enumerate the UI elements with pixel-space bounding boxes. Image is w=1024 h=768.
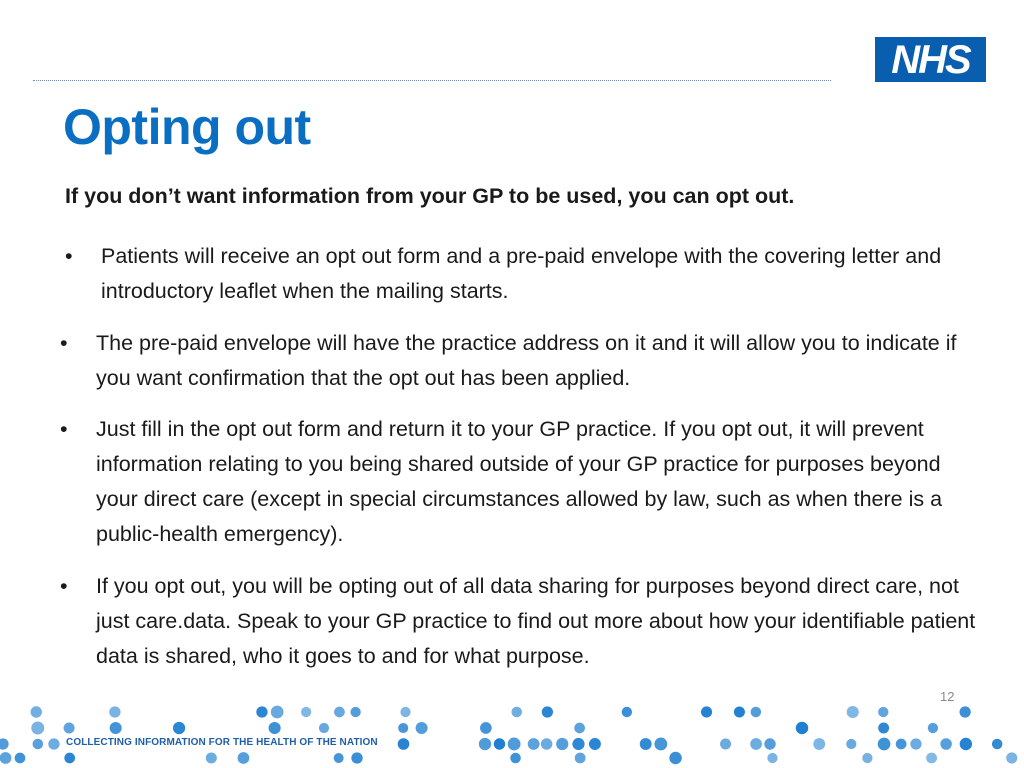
- footer-dot: [992, 739, 1003, 750]
- footer-dot: [669, 752, 681, 764]
- footer-dot: [0, 738, 9, 749]
- footer-dot: [479, 738, 491, 750]
- footer-dot: [48, 738, 59, 749]
- bullet-item: [65, 239, 961, 309]
- footer-dot: [271, 706, 284, 719]
- slide-subtitle: If you don’t want information from your GP to be used, you can opt out.: [65, 184, 795, 208]
- footer-dot: [480, 722, 492, 734]
- footer-dot: [701, 706, 712, 717]
- footer-dot: [574, 723, 585, 734]
- footer-dot: [862, 753, 872, 763]
- footer-dot: [0, 752, 11, 764]
- footer-dot: [1006, 752, 1017, 763]
- footer-dot: [654, 738, 667, 751]
- footer-dot: [572, 738, 584, 750]
- footer-dot: [206, 752, 217, 763]
- footer-dot: [528, 738, 540, 750]
- footer-dot: [238, 752, 250, 764]
- bullet-item: [60, 412, 976, 552]
- footer-dot: [796, 722, 809, 735]
- bullet-icon: •: [60, 417, 68, 441]
- footer-dot: [15, 753, 26, 764]
- footer-dot: [813, 738, 825, 750]
- footer-dot: [846, 739, 856, 749]
- footer-dot-pattern: [0, 700, 1024, 768]
- footer-dot: [896, 739, 907, 750]
- footer-dot: [508, 738, 521, 751]
- footer-dot: [764, 738, 775, 749]
- footer-dot: [31, 722, 44, 735]
- footer-dot: [910, 738, 921, 749]
- footer-dot: [878, 723, 889, 734]
- footer-dot: [173, 722, 185, 734]
- footer-dot: [334, 753, 344, 763]
- footer-dot: [589, 738, 601, 750]
- slide-title: Opting out: [63, 99, 311, 155]
- footer-dot: [878, 707, 888, 717]
- nhs-logo: NHS: [875, 37, 986, 82]
- footer-dot: [301, 707, 311, 717]
- bullet-text: If you opt out, you will be opting out of all data sharing for purposes beyond direct care, not just care.data. Speak to your GP practice to find out more about how your identifiable patient data is shared, who it goes to and for what purpose.: [96, 574, 976, 668]
- footer-dot: [767, 753, 777, 763]
- footer-dot: [64, 722, 75, 733]
- footer-dot: [494, 738, 505, 749]
- footer-dot: [960, 706, 971, 717]
- footer-dot: [511, 707, 522, 718]
- footer-dot: [400, 707, 410, 717]
- footer-dot: [256, 706, 267, 717]
- header-divider: [33, 80, 831, 81]
- footer-dot: [110, 722, 122, 734]
- bullet-text: The pre-paid envelope will have the practice address on it and it will allow you to indicate if you want confirmation that the opt out has been applied.: [96, 331, 957, 390]
- bullet-item: [60, 326, 986, 396]
- bullet-text: Just fill in the opt out form and return it to your GP practice. If you opt out, it will prevent information relating to you being shared outside of your GP practice for purposes beyond your direct care (except in special circumstances allowed by law, such as when there is a public-health emergency).: [96, 417, 943, 546]
- bullet-icon: •: [60, 574, 68, 598]
- footer-dot: [542, 706, 553, 717]
- footer-dot: [734, 706, 745, 717]
- footer-dot: [31, 706, 42, 717]
- bullet-item: [60, 569, 996, 674]
- page-number: 12: [940, 689, 955, 704]
- footer-dot: [541, 738, 552, 749]
- footer-dot: [878, 738, 891, 751]
- footer-dot: [940, 738, 951, 749]
- footer-dot: [269, 722, 281, 734]
- footer-dot: [398, 738, 410, 750]
- footer-dot: [416, 722, 428, 734]
- bullet-text: Patients will receive an opt out form and a pre-paid envelope with the covering letter and introductory leaflet when the mailing starts.: [101, 244, 942, 303]
- footer-dot: [640, 738, 652, 750]
- footer-dot: [720, 738, 731, 749]
- footer-dot: [351, 752, 362, 763]
- footer-dot: [398, 723, 408, 733]
- footer-dot: [622, 707, 632, 717]
- footer-dot: [575, 753, 586, 764]
- bullet-icon: •: [60, 331, 68, 355]
- footer-dot: [847, 706, 859, 718]
- footer-dot: [64, 753, 75, 764]
- footer-dot: [926, 753, 937, 764]
- footer-dot: [510, 753, 521, 764]
- footer-dot: [334, 707, 345, 718]
- footer-dot: [319, 723, 329, 733]
- footer-dot: [556, 738, 568, 750]
- footer-dot: [750, 738, 762, 750]
- footer-dot: [960, 738, 972, 750]
- footer-dot: [33, 739, 44, 750]
- footer-dot: [350, 707, 360, 717]
- footer-dot: [109, 706, 120, 717]
- footer-band: [0, 700, 1024, 768]
- bullet-icon: •: [65, 244, 73, 268]
- footer-tagline: COLLECTING INFORMATION FOR THE HEALTH OF THE NATION: [66, 737, 378, 748]
- footer-dot: [751, 707, 761, 717]
- footer-dot: [928, 723, 938, 733]
